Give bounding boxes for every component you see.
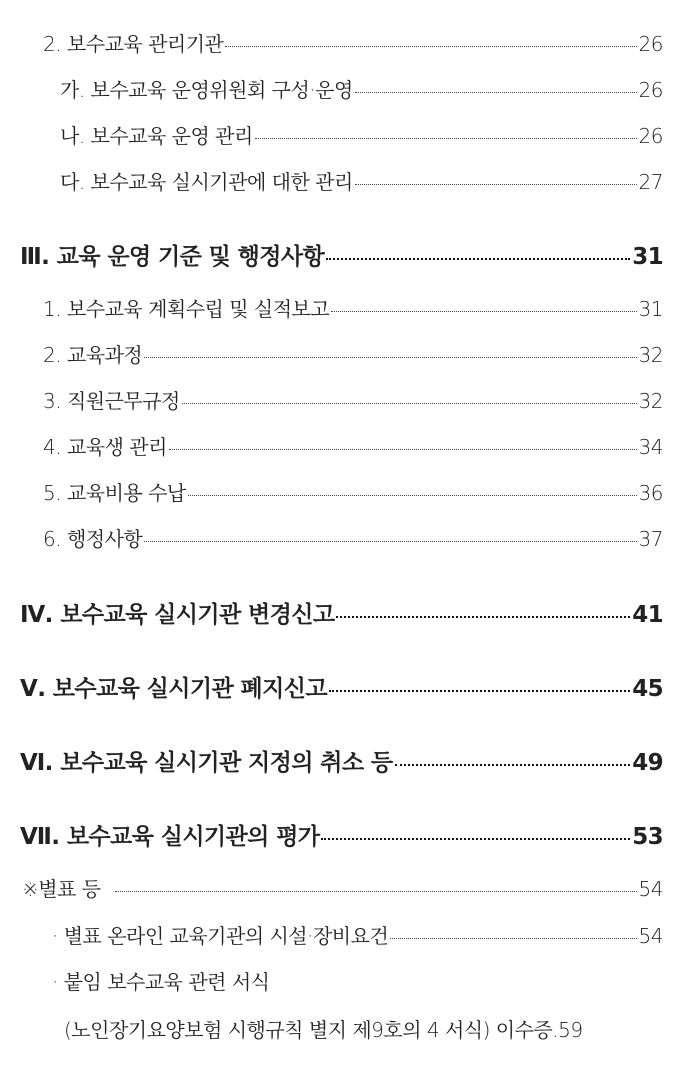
dot-leader — [321, 838, 630, 840]
toc-entry-page: 26 — [638, 32, 663, 56]
toc-entry-label: 4. 교육생 관리 — [43, 435, 167, 459]
attachment-detail: (노인장기요양보험 시행규칙 별지 제9호의 4 서식) 이수증.59 — [64, 1018, 583, 1042]
dot-leader — [144, 357, 636, 358]
toc-entry-label: 5. 교육비용 수납 — [43, 481, 186, 505]
toc-entry-label: · 별표 온라인 교육기관의 시설·장비요건 — [52, 924, 389, 948]
toc-entry-page: 26 — [638, 78, 663, 102]
toc-entry-page: 37 — [638, 527, 663, 551]
toc-entry-label: 3. 직원근무규정 — [43, 389, 180, 413]
toc-entry-label: 다. 보수교육 실시기관에 대한 관리 — [60, 170, 353, 194]
toc-chapter-label: Ⅲ. 교육 운영 기준 및 행정사항 — [20, 244, 325, 270]
toc-chapter-entry[interactable] — [20, 744, 663, 777]
dot-leader — [115, 891, 637, 892]
toc-entry[interactable] — [43, 339, 663, 368]
dot-leader — [336, 616, 630, 618]
toc-entry-label: 가. 보수교육 운영위원회 구성·운영 — [60, 78, 353, 102]
toc-chapter-entry[interactable] — [20, 818, 663, 851]
toc-entry-page: 31 — [638, 297, 663, 321]
toc-entry[interactable] — [22, 873, 663, 902]
dot-leader — [355, 184, 637, 185]
toc-entry[interactable] — [60, 120, 663, 149]
dot-leader — [144, 541, 636, 542]
toc-chapter-label: Ⅵ. 보수교육 실시기관 지정의 취소 등 — [20, 750, 393, 776]
dot-leader — [395, 764, 631, 766]
dot-leader — [255, 138, 637, 139]
toc-entry-page: 26 — [638, 124, 663, 148]
dot-leader — [169, 449, 637, 450]
toc-chapter-page: 41 — [632, 602, 663, 628]
dot-leader — [182, 403, 637, 404]
toc-chapter-label: Ⅴ. 보수교육 실시기관 폐지신고 — [20, 676, 327, 702]
toc-entry[interactable] — [60, 74, 663, 103]
dot-leader — [331, 311, 636, 312]
toc-entry[interactable] — [43, 385, 663, 414]
toc-entry[interactable] — [43, 431, 663, 460]
toc-entry-page: 34 — [638, 435, 663, 459]
attachment-line: · 붙임 보수교육 관련 서식 — [52, 970, 270, 994]
dot-leader — [355, 92, 637, 93]
toc-entry[interactable] — [43, 293, 663, 322]
toc-entry[interactable] — [43, 523, 663, 552]
toc-entry-page: 54 — [638, 924, 663, 948]
toc-chapter-page: 49 — [632, 750, 663, 776]
toc-entry-label: 6. 행정사항 — [43, 527, 143, 551]
toc-entry-label: 2. 보수교육 관리기관 — [43, 32, 224, 56]
toc-entry-page: 27 — [638, 170, 663, 194]
toc-entry-label: 나. 보수교육 운영 관리 — [60, 124, 253, 148]
toc-entry-label: ※별표 등 — [22, 877, 101, 901]
toc-entry-page: 36 — [638, 481, 663, 505]
toc-chapter-entry[interactable] — [20, 670, 663, 703]
toc-chapter-label: Ⅶ. 보수교육 실시기관의 평가 — [20, 824, 320, 850]
toc-chapter-page: 45 — [632, 676, 663, 702]
toc-entry[interactable] — [60, 166, 663, 195]
toc-entry[interactable] — [52, 920, 663, 949]
toc-chapter-page: 53 — [632, 824, 663, 850]
toc-chapter-label: Ⅳ. 보수교육 실시기관 변경신고 — [20, 602, 335, 628]
toc-entry-page: 32 — [638, 389, 663, 413]
toc-chapter-page: 31 — [632, 244, 663, 270]
dot-leader — [390, 938, 636, 939]
dot-leader — [329, 690, 630, 692]
toc-entry[interactable] — [43, 477, 663, 506]
toc-chapter-entry[interactable] — [20, 596, 663, 629]
dot-leader — [326, 258, 630, 260]
toc-entry-label: 2. 교육과정 — [43, 343, 143, 367]
toc-chapter-entry[interactable] — [20, 238, 663, 271]
toc-entry-page: 32 — [638, 343, 663, 367]
toc-entry-label: 1. 보수교육 계획수립 및 실적보고 — [43, 297, 330, 321]
toc-entry-page: 54 — [638, 877, 663, 901]
dot-leader — [188, 495, 637, 496]
toc-entry[interactable] — [43, 28, 663, 57]
dot-leader — [225, 46, 636, 47]
